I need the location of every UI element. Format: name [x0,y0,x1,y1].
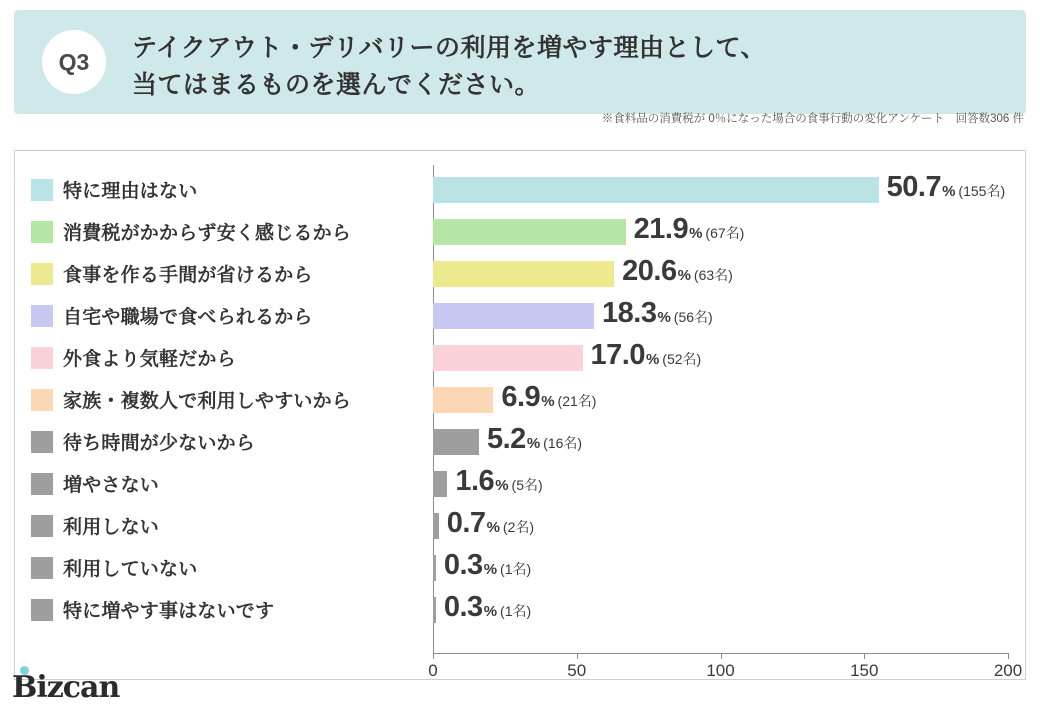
legend-swatch [31,431,53,453]
percent-symbol: % [495,477,509,494]
bar-row [15,295,1025,337]
x-axis-tick-label: 100 [706,661,735,680]
bar-category-label: 特に増やす事はないです [63,601,275,622]
bar [433,261,614,287]
bar-row [15,169,1025,211]
bar-value-count: (56名) [673,309,713,325]
legend-swatch [31,263,53,285]
bar-value-label [487,423,582,456]
legend-swatch [31,599,53,621]
bar-value-label [444,591,531,624]
bar-value-percent: 50.7 [886,171,942,203]
x-axis-tick [864,653,865,659]
bar [433,513,439,539]
x-axis-tick [721,653,722,659]
bar-value-label [455,465,542,498]
bar-value-label [887,171,1005,204]
bar-row [15,547,1025,589]
percent-symbol: % [483,561,498,578]
bar-chart [14,150,1026,680]
bar-value-count: (155名) [958,183,1006,199]
question-title-line2: 当てはまるものを選んでください。 [132,71,541,99]
question-title-line1: テイクアウト・デリバリーの利用を増やす理由として、 [132,34,767,62]
legend-swatch [31,473,53,495]
bar-row [15,421,1025,463]
bar-value-count: (21名) [557,393,597,409]
bar-row [15,337,1025,379]
percent-symbol: % [677,267,691,284]
brand-logo: Bizcan [12,670,120,705]
x-axis-tick-label: 0 [428,661,438,680]
bar-value-percent: 0.3 [443,591,483,623]
legend-swatch [31,305,53,327]
bar-row [15,589,1025,631]
question-title [132,30,1012,104]
x-axis-tick-label: 200 [993,661,1023,680]
bar-row [15,211,1025,253]
bar-value-percent: 21.9 [633,213,689,245]
bar-value-label [501,381,596,414]
bar-value-label [444,549,531,582]
bar [433,177,879,203]
bar-value-percent: 1.6 [455,465,495,497]
bar-value-percent: 20.6 [622,255,677,287]
percent-symbol: % [486,519,500,536]
percent-symbol: % [541,393,555,410]
bar-row [15,463,1025,505]
percent-symbol: % [526,435,541,452]
x-axis-tick-label: 50 [567,661,587,680]
bar-category-label: 増やさない [63,475,160,496]
x-axis-tick [433,653,434,659]
bar-row [15,379,1025,421]
bar-value-count: (67名) [705,225,745,241]
bar-value-percent: 18.3 [602,297,657,329]
bar-category-label: 自宅や職場で食べられるから [63,307,313,328]
bar-value-label [622,255,733,288]
bar-value-count: (16名) [543,435,583,451]
legend-swatch [31,221,53,243]
bar-value-label [634,213,745,246]
x-axis-tick [577,653,578,659]
percent-symbol: % [942,183,956,200]
bar-value-label [591,339,702,372]
legend-swatch [31,179,53,201]
bar [433,429,479,455]
bar [433,555,436,581]
bar-value-percent: 17.0 [590,339,645,371]
bar-value-count: (52名) [662,351,702,367]
bar-value-label [602,297,713,330]
legend-swatch [31,515,53,537]
percent-symbol: % [657,309,671,326]
bar [433,219,626,245]
bar-value-percent: 6.9 [501,381,541,413]
bar-category-label: 消費税がかからず安く感じるから [63,223,352,244]
bar [433,345,583,371]
bar-category-label: 利用していない [63,559,198,580]
bar-category-label: 外食より気軽だから [63,349,236,370]
bar-value-count: (1名) [500,603,532,619]
bar-row [15,505,1025,547]
bar-value-percent: 0.7 [446,507,486,539]
bar-value-count: (63名) [693,267,733,283]
bar-category-label: 特に理由はない [63,181,198,202]
bar-category-label: 待ち時間が少ないから [63,433,256,454]
question-header [14,10,1026,114]
bar [433,387,493,413]
bar [433,303,594,329]
bar [433,597,436,623]
legend-swatch [31,347,53,369]
bar-category-label: 家族・複数人で利用しやすいから [63,391,352,412]
legend-swatch [31,557,53,579]
legend-swatch [31,389,53,411]
bar-value-percent: 0.3 [443,549,483,581]
survey-note: ※食料品の消費税が 0％になった場合の食事行動の変化アンケート 回答数306 件 [601,113,1024,125]
x-axis-tick [1008,653,1009,659]
percent-symbol: % [689,225,703,242]
bar-category-label: 食事を作る手間が省けるから [63,265,313,286]
percent-symbol: % [483,603,498,620]
bar-row [15,253,1025,295]
x-axis-tick-label: 150 [850,661,879,680]
bar-value-count: (5名) [511,477,543,493]
percent-symbol: % [645,351,660,368]
bar-value-percent: 5.2 [487,423,526,455]
bar-value-count: (1名) [500,561,532,577]
bar-value-label [447,507,534,540]
bar-value-count: (2名) [502,519,535,535]
question-number-badge: Q3 [42,30,106,94]
bar-category-label: 利用しない [63,517,160,538]
bar [433,471,447,497]
